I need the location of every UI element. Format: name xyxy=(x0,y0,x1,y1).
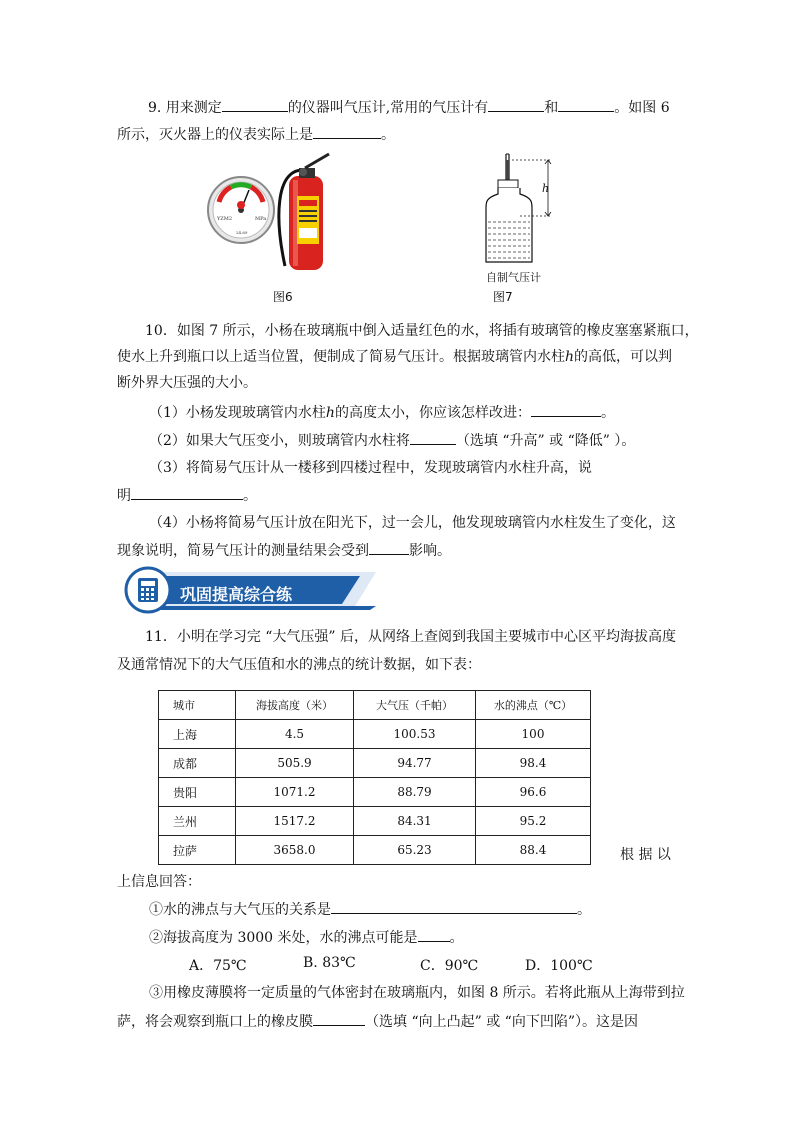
table-header-cell: 大气压（千帕） xyxy=(354,691,476,720)
q11-c2: ②海拔高度为 3000 米处，水的沸点可能是 。 xyxy=(149,927,709,948)
figure-7-label: 自制气压计 xyxy=(486,271,541,284)
q10-line3: 断外界大压强的大小。 xyxy=(117,375,257,391)
svg-text:h: h xyxy=(542,182,550,195)
q11-after-table-left: 上信息回答： xyxy=(117,874,201,890)
table-header-cell: 城市 xyxy=(159,691,236,720)
table-row xyxy=(159,778,591,807)
pressure-gauge-icon xyxy=(208,177,274,243)
figure-6-caption: 图6 xyxy=(273,290,293,304)
table-cell: 100.53 xyxy=(354,720,476,749)
table-cell: 兰州 xyxy=(159,807,236,836)
q11-c3-line2: 萨，将会观察到瓶口上的橡皮膜 （选填 “向上凸起” 或 “向下凹陷”）。这是因 xyxy=(117,1011,677,1032)
fire-extinguisher-icon xyxy=(279,154,329,270)
answer-blank[interactable] xyxy=(531,402,601,417)
table-header-row xyxy=(159,691,591,720)
table-cell: 84.31 xyxy=(354,807,476,836)
table-cell: 4.5 xyxy=(236,720,354,749)
figure-7-image xyxy=(480,150,570,270)
option-b[interactable]: B. 83℃ xyxy=(303,955,356,971)
option-d[interactable]: D．100℃ xyxy=(525,958,593,974)
answer-blank[interactable] xyxy=(488,97,544,112)
answer-blank[interactable] xyxy=(418,927,450,942)
answer-blank[interactable] xyxy=(369,540,409,555)
table-cell: 95.2 xyxy=(476,807,591,836)
q11-after-table-right: 根 据 以 xyxy=(620,847,671,863)
figure-6-image xyxy=(205,150,335,275)
table-row xyxy=(159,749,591,778)
q10-sub1: （1）小杨发现玻璃管内水柱h的高度太小，你应该怎样改进： 。 xyxy=(149,402,709,423)
table-cell: 505.9 xyxy=(236,749,354,778)
section-title: 巩固提高综合练 xyxy=(180,585,293,604)
table-cell: 94.77 xyxy=(354,749,476,778)
data-table xyxy=(158,690,591,865)
svg-text:24.69: 24.69 xyxy=(236,230,248,235)
q9-line2: 所示，灭火器上的仪表实际上是 。 xyxy=(117,124,677,145)
answer-blank[interactable] xyxy=(131,485,243,500)
table-cell: 3658.0 xyxy=(236,836,354,865)
figure-7-caption: 图7 xyxy=(493,290,513,304)
q11-line2: 及通常情况下的大气压值和水的沸点的统计数据，如下表： xyxy=(117,657,481,673)
table-cell: 96.6 xyxy=(476,778,591,807)
q9-line1: 9. 用来测定 的仪器叫气压计,常用的气压计有 和 。如图 6 xyxy=(148,97,708,118)
table-cell: 65.23 xyxy=(354,836,476,865)
q10-sub4: （4）小杨将简易气压计放在阳光下，过一会儿，他发现玻璃管内水柱发生了变化，这 xyxy=(149,515,676,531)
answer-blank[interactable] xyxy=(313,1011,365,1026)
table-cell: 成都 xyxy=(159,749,236,778)
table-row xyxy=(159,807,591,836)
q11-c3-line1: ③用橡皮薄膜将一定质量的气体密封在玻璃瓶内，如图 8 所示。若将此瓶从上海带到拉 xyxy=(149,985,685,1001)
table-cell: 98.4 xyxy=(476,749,591,778)
table-cell: 贵阳 xyxy=(159,778,236,807)
svg-text:MPa: MPa xyxy=(255,216,267,222)
q10-sub3: （3）将简易气压计从一楼移到四楼过程中，发现玻璃管内水柱升高，说 xyxy=(149,460,592,476)
table-cell: 拉萨 xyxy=(159,836,236,865)
table-row xyxy=(159,720,591,749)
table-header-cell: 海拔高度（米） xyxy=(236,691,354,720)
q10-line2: 使水上升到瓶口以上适当位置，便制成了简易气压计。根据玻璃管内水柱h的高低，可以判 xyxy=(117,349,673,365)
option-c[interactable]: C．90℃ xyxy=(420,958,479,974)
q11-c1: ①水的沸点与大气压的关系是 。 xyxy=(149,899,709,920)
answer-blank[interactable] xyxy=(331,899,577,914)
q10-sub2: （2）如果大气压变小，则玻璃管内水柱将 （选填 “升高” 或 “降低” ）。 xyxy=(149,430,709,451)
answer-blank[interactable] xyxy=(558,97,614,112)
q10-sub3-cont: 明 。 xyxy=(117,485,677,506)
table-cell: 88.4 xyxy=(476,836,591,865)
q10-sub4-cont: 现象说明，简易气压计的测量结果会受到 影响。 xyxy=(117,540,677,561)
table-row xyxy=(159,836,591,865)
table-cell: 1517.2 xyxy=(236,807,354,836)
table-header-cell: 水的沸点（℃） xyxy=(476,691,591,720)
option-a[interactable]: A．75℃ xyxy=(189,958,247,974)
table-cell: 100 xyxy=(476,720,591,749)
table-cell: 上海 xyxy=(159,720,236,749)
table-cell: 88.79 xyxy=(354,778,476,807)
table-cell: 1071.2 xyxy=(236,778,354,807)
q11-line1: 11．小明在学习完 “大气压强” 后，从网络上查阅到我国主要城市中心区平均海拔高度 xyxy=(145,629,677,645)
answer-blank[interactable] xyxy=(313,124,381,139)
answer-blank[interactable] xyxy=(222,97,288,112)
calculator-icon xyxy=(138,578,158,602)
svg-text:YZM2: YZM2 xyxy=(217,216,233,222)
q10-line1: 10．如图 7 所示，小杨在玻璃瓶中倒入适量红色的水，将插有玻璃管的橡皮塞塞紧瓶口， xyxy=(145,323,699,339)
answer-blank[interactable] xyxy=(410,430,456,445)
